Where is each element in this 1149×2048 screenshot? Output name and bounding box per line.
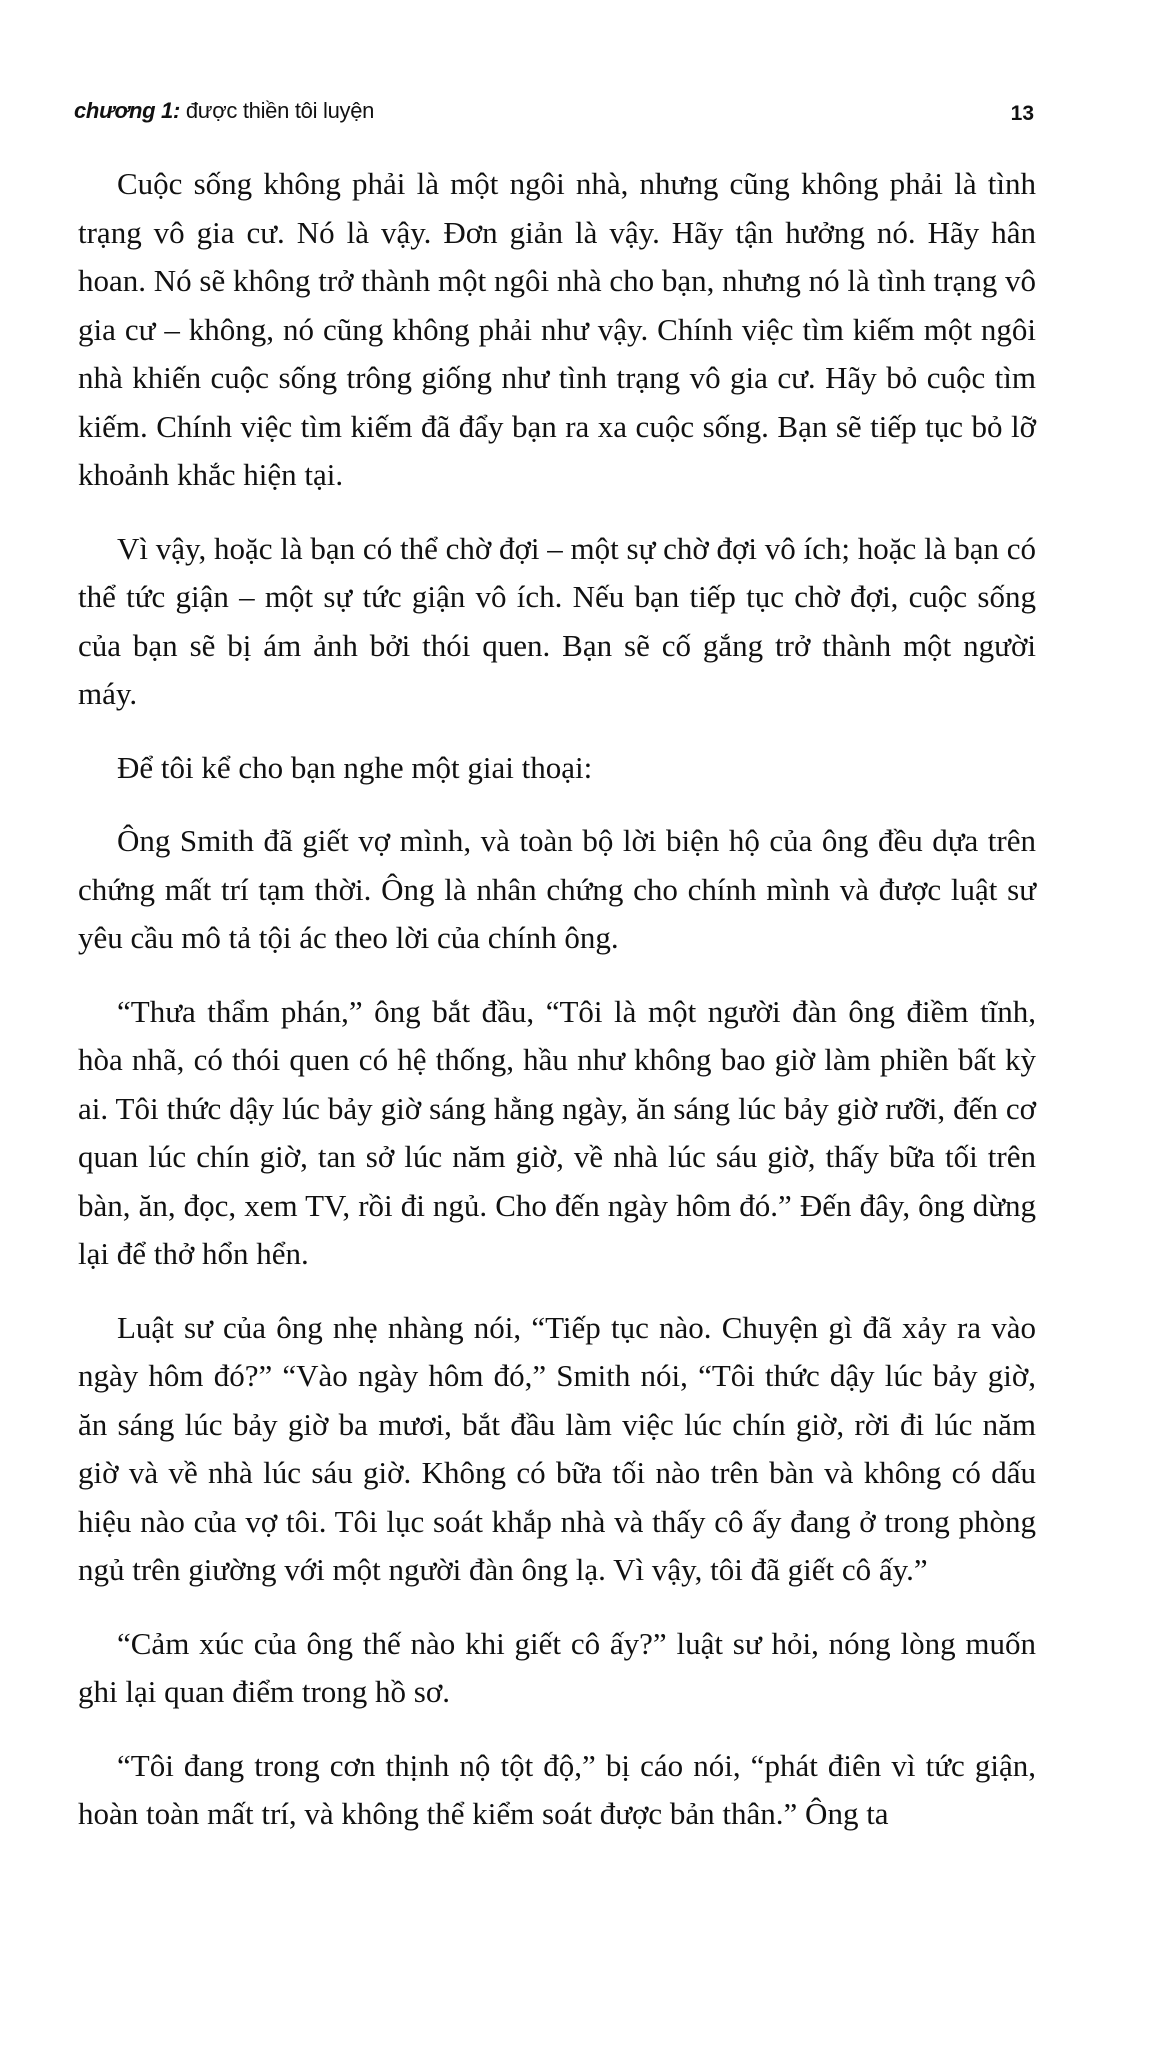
page-number: 13 [1010,102,1034,125]
paragraph: Để tôi kể cho bạn nghe một giai thoại: [117,749,593,785]
paragraph: Cuộc sống không phải là một ngôi nhà, nhưng cũng không phải là tình trạng vô gia cư. Nó là vậy. Đơn giản là vậy. Hãy tận hưởng nó. Hãy hân hoan. Nó sẽ không trở thành một ngôi nhà cho bạn, nhưng nó là tình trạng vô gia cư – không, nó cũng không phải như vậy. Chính việc tìm kiếm một ngôi nhà khiến cuộc sống trông giống như tình trạng vô gia cư. Hãy bỏ cuộc tìm kiếm. Chính việc tìm kiếm đã đẩy bạn ra xa cuộc sống. Bạn sẽ tiếp tục bỏ lỡ khoảnh khắc hiện tại. [78,166,1036,492]
chapter-name: được thiền tôi luyện [185,98,375,123]
running-header [74,98,1034,138]
body-text [78,160,1036,1839]
paragraph: “Cảm xúc của ông thế nào khi giết cô ấy?” luật sư hỏi, nóng lòng muốn ghi lại quan điểm trong hồ sơ. [78,1625,1036,1709]
paragraph: “Tôi đang trong cơn thịnh nộ tột độ,” bị cáo nói, “phát điên vì tức giận, hoàn toàn mất trí, và không thể kiểm soát được bản thân.” Ông ta [78,1747,1036,1831]
paragraph: Luật sư của ông nhẹ nhàng nói, “Tiếp tục nào. Chuyện gì đã xảy ra vào ngày hôm đó?” “Vào ngày hôm đó,” Smith nói, “Tôi thức dậy lúc bảy giờ, ăn sáng lúc bảy giờ ba mươi, bắt đầu làm việc lúc chín giờ, rời đi lúc năm giờ và về nhà lúc sáu giờ. Không có bữa tối nào trên bàn và không có dấu hiệu nào của vợ tôi. Tôi lục soát khắp nhà và thấy cô ấy đang ở trong phòng ngủ trên giường với một người đàn ông lạ. Vì vậy, tôi đã giết cô ấy.” [78,1309,1036,1587]
chapter-title [74,98,374,124]
paragraph: “Thưa thẩm phán,” ông bắt đầu, “Tôi là một người đàn ông điềm tĩnh, hòa nhã, có thói quen có hệ thống, hầu như không bao giờ làm phiền bất kỳ ai. Tôi thức dậy lúc bảy giờ sáng hằng ngày, ăn sáng lúc bảy giờ rưỡi, đến cơ quan lúc chín giờ, tan sở lúc năm giờ, về nhà lúc sáu giờ, thấy bữa tối trên bàn, ăn, đọc, xem TV, rồi đi ngủ. Cho đến ngày hôm đó.” Đến đây, ông dừng lại để thở hổn hển. [78,993,1036,1271]
paragraph: Vì vậy, hoặc là bạn có thể chờ đợi – một sự chờ đợi vô ích; hoặc là bạn có thể tức giận – một sự tức giận vô ích. Nếu bạn tiếp tục chờ đợi, cuộc sống của bạn sẽ bị ám ảnh bởi thói quen. Bạn sẽ cố gắng trở thành một người máy. [78,530,1036,711]
chapter-label: chương 1: [74,98,181,123]
paragraph: Ông Smith đã giết vợ mình, và toàn bộ lời biện hộ của ông đều dựa trên chứng mất trí tạm thời. Ông là nhân chứng cho chính mình và được luật sư yêu cầu mô tả tội ác theo lời của chính ông. [78,823,1036,955]
